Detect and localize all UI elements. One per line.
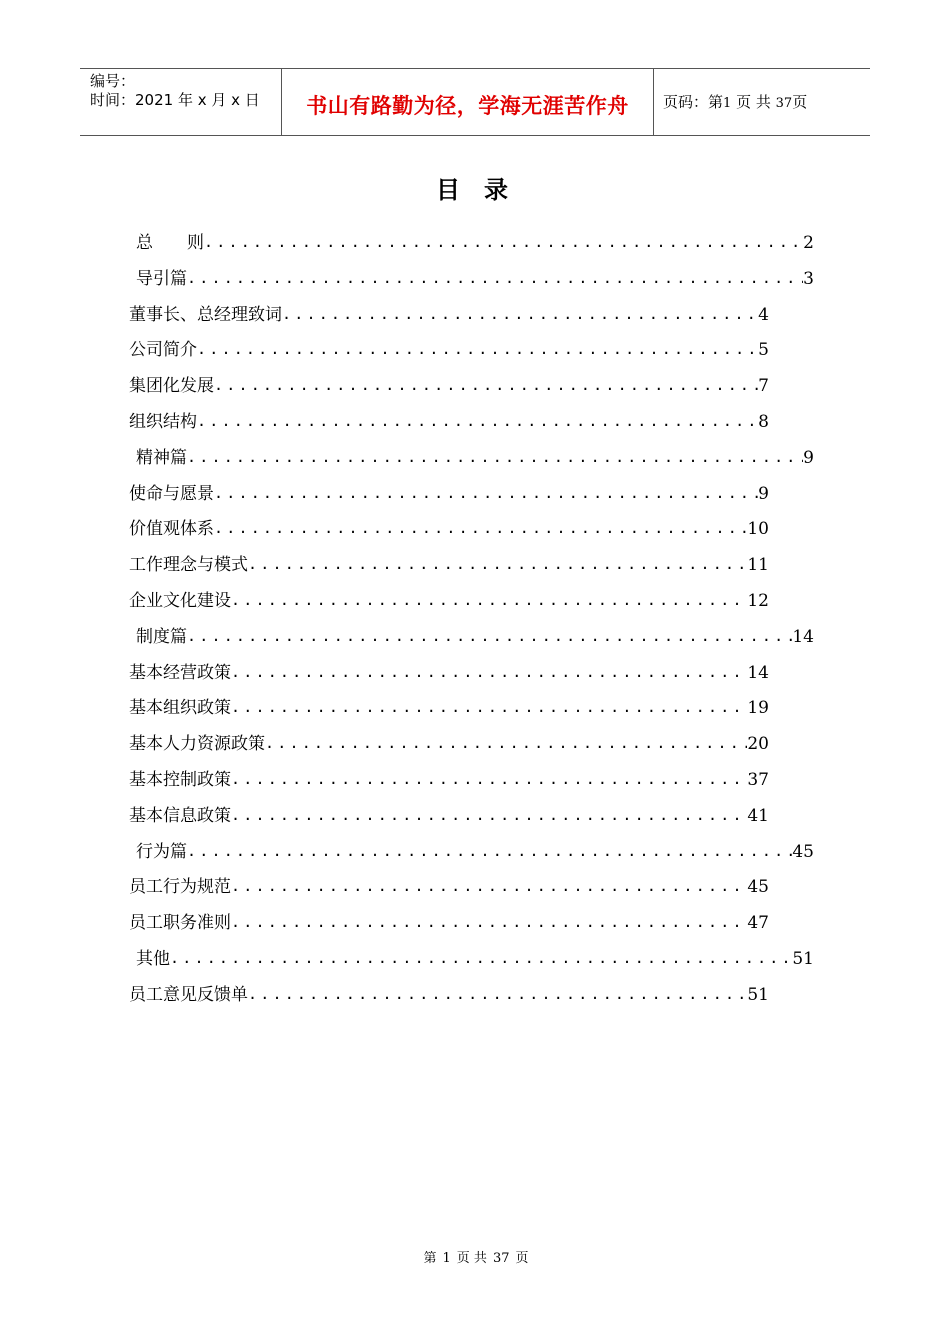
header-motto: 书山有路勤为径，学海无涯苦作舟 [306,94,629,118]
toc-leader-dots [265,732,747,754]
toc-entry-label: 公司简介 [129,340,197,361]
toc-leader-dots [231,768,747,790]
toc-entry-page: 3 [803,268,814,289]
toc-entry[interactable] [136,223,814,253]
toc-entry-label: 员工意见反馈单 [129,984,248,1005]
toc-entry-label: 工作理念与模式 [129,555,248,576]
toc-entry-label: 组织结构 [129,412,197,432]
toc-entry[interactable] [129,545,769,575]
toc-entry-label: 价值观体系 [129,519,214,540]
toc-leader-dots [231,911,747,933]
header-page-mid: 页 共 [736,93,771,111]
toc-entry-page: 12 [747,591,769,611]
toc-entry-page: 37 [747,770,769,790]
toc-title: 目录 [436,175,532,204]
toc-entry-label: 基本经营政策 [129,662,231,683]
toc-entry-page: 14 [747,662,769,683]
toc-entry-label: 企业文化建设 [129,591,231,611]
header-motto-cell [282,69,654,135]
toc-entry-page: 2 [803,233,814,253]
page-footer [0,1247,950,1266]
toc-entry-label: 集团化发展 [129,376,214,397]
header-page-suffix: 页 [792,93,808,111]
toc-leader-dots [248,983,747,1005]
footer-prefix: 第 [423,1251,437,1266]
toc-entry[interactable] [129,796,769,826]
toc-leader-dots [214,482,758,504]
toc-entry-label: 基本信息政策 [129,805,231,826]
toc-entry-page: 20 [747,734,769,755]
toc-entry-page: 10 [747,519,769,540]
footer-page-total: 37 [492,1251,510,1266]
document-header [80,68,870,136]
toc-leader-dots [231,661,747,683]
toc-entry-page: 4 [758,304,769,325]
toc-leader-dots [170,947,792,969]
toc-leader-dots [214,374,758,396]
toc-entry[interactable] [129,688,769,718]
toc-entry[interactable] [129,653,769,683]
toc-entry[interactable] [136,832,814,862]
toc-leader-dots [187,267,803,289]
toc-entry-page: 9 [758,483,769,504]
toc-entry-page: 51 [747,984,769,1005]
toc-entry-label: 制度篇 [136,626,187,647]
toc-entry[interactable] [136,438,814,468]
toc-leader-dots [282,303,758,325]
toc-entry[interactable] [129,760,769,790]
toc-entry-label: 基本组织政策 [129,698,231,719]
document-number-label: 编号： [90,72,136,90]
toc-entry-page: 47 [747,913,769,934]
toc-entry-label: 基本人力资源政策 [129,734,265,755]
toc-leader-dots [187,625,792,647]
header-meta-cell [80,69,282,135]
toc-leader-dots [231,875,747,897]
toc-leader-dots [204,231,803,253]
toc-entry[interactable] [129,330,769,360]
toc-entry[interactable] [129,867,769,897]
document-time-label: 时间：2021 年 x 月 x 日 [90,91,260,109]
toc-entry-label: 员工行为规范 [129,877,231,898]
toc-entry-label: 董事长、总经理致词 [129,304,282,325]
toc-entry[interactable] [129,295,769,325]
header-page-indicator [654,69,870,135]
toc-entry-page: 45 [747,877,769,898]
toc-entry[interactable] [129,724,769,754]
toc-entry-label: 精神篇 [136,447,187,468]
toc-leader-dots [231,696,747,718]
toc-leader-dots [248,553,747,575]
toc-entry[interactable] [136,259,814,289]
toc-entry-label: 行为篇 [136,841,187,862]
toc-entry-label: 员工职务准则 [129,913,231,934]
toc-entry[interactable] [129,366,769,396]
toc-entry-page: 9 [803,447,814,468]
toc-entry-page: 19 [747,698,769,719]
toc-entry-label: 其他 [136,949,170,969]
header-page-number: 1 [723,96,732,111]
toc-entry-label: 导引篇 [136,268,187,289]
toc-entry-label: 使命与愿景 [129,483,214,504]
toc-entry-label: 总 则 [136,233,204,253]
header-page-prefix: 页码：第 [663,93,724,111]
toc-entry[interactable] [129,402,769,432]
footer-page-number: 1 [442,1251,451,1266]
toc-leader-dots [214,517,747,539]
toc-leader-dots [231,589,747,611]
toc-entry[interactable] [136,939,814,969]
toc-leader-dots [187,446,803,468]
toc-leader-dots [231,804,747,826]
toc-entry-page: 11 [747,555,769,576]
toc-entry-page: 8 [758,412,769,432]
toc-entry-page: 14 [792,626,814,647]
footer-suffix: 页 [515,1251,529,1266]
toc-entry-page: 51 [792,949,814,969]
toc-leader-dots [197,410,758,432]
toc-entry[interactable] [129,581,769,611]
toc-entry[interactable] [129,975,769,1005]
toc-entry[interactable] [129,509,769,539]
toc-entry[interactable] [129,903,769,933]
toc-entry-label: 基本控制政策 [129,770,231,790]
toc-entry[interactable] [129,474,769,504]
toc-entry-page: 45 [792,841,814,862]
toc-leader-dots [187,840,792,862]
toc-entry-page: 5 [758,340,769,361]
footer-mid: 页 共 [456,1251,487,1266]
toc-entry-page: 7 [758,376,769,397]
toc-entry[interactable] [136,617,814,647]
header-page-total: 37 [775,96,793,111]
toc-leader-dots [197,338,758,360]
toc-entry-page: 41 [747,805,769,826]
